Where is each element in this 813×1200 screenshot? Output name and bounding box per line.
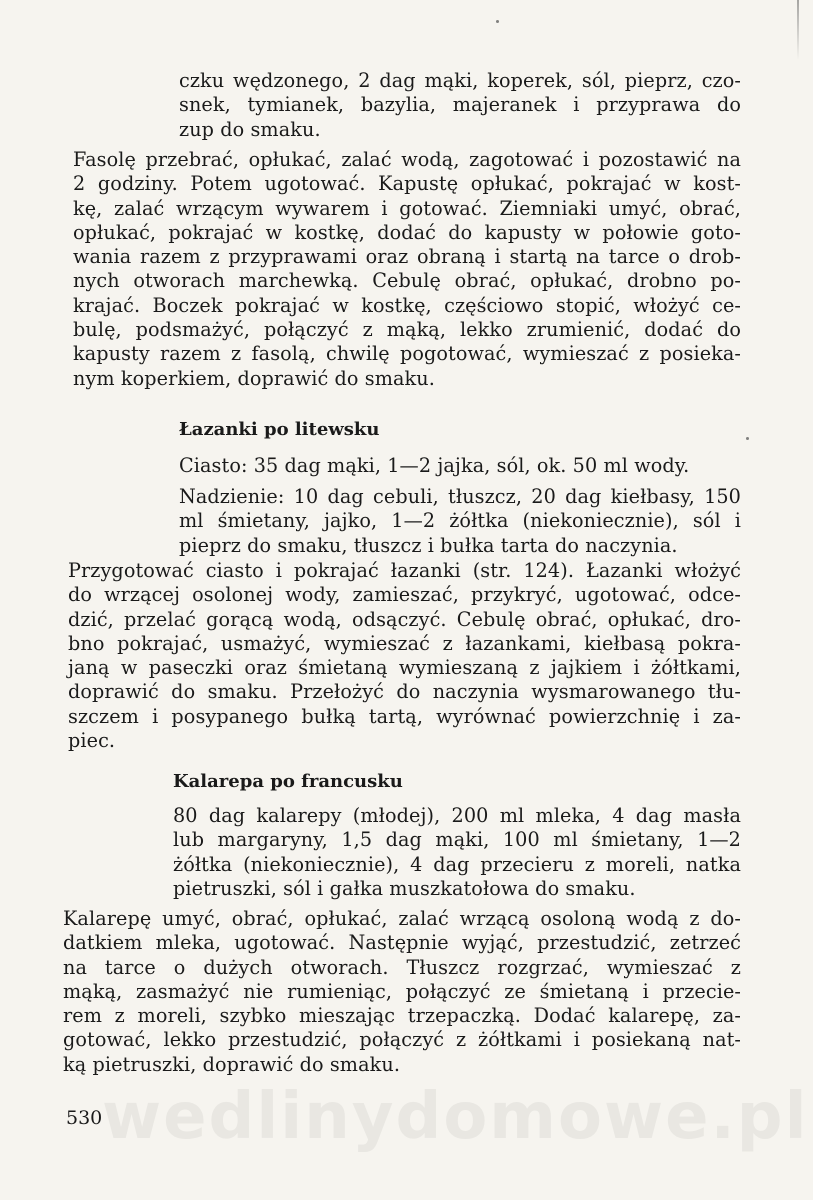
text-line: bulę, podsmażyć, połączyć z mąką, lekko zrumienić, dodać do [73,318,741,342]
text-line: Kalarepę umyć, obrać, opłukać, zalać wrzącą osoloną wodą z do- [63,907,741,930]
text-line: Ciasto: 35 dag mąki, 1—2 jajka, sól, ok. 50 ml wody. [179,454,690,477]
text-line: na tarce o dużych otworach. Tłuszcz rozgrzać, wymieszać z [63,955,741,979]
text-line: piec. [68,729,116,753]
recipe2-method [63,907,741,1077]
text-line: Fasolę przebrać, opłukać, zalać wodą, zagotować i pozostawić na [73,148,741,171]
text-line: pieprz do smaku, tłuszcz i bułka tarta do naczynia. [179,533,678,557]
text-line: lub margaryny, 1,5 dag mąki, 100 ml śmietany, 1—2 [173,828,741,852]
recipe1-filling [179,485,741,558]
text-line: kę, zalać wrzącym wywarem i gotować. Ziemniaki umyć, obrać, [73,196,741,220]
text-line: doprawić do smaku. Przełożyć do naczynia wysmarowanego tłu- [68,680,741,704]
paper-speck [746,437,749,440]
text-line: żółtka (niekoniecznie), 4 dag przecieru z moreli, natka [173,852,741,876]
recipe-title: Kalarepa po francusku [173,771,403,792]
text-line: zup do smaku. [179,117,321,141]
text-line: bno pokrajać, usmażyć, wymieszać z łazankami, kiełbasą pokra- [68,631,741,655]
watermark: wedlinydomowe.pl [102,1080,809,1154]
text-line: Przygotować ciasto i pokrajać łazanki (str. 124). Łazanki włożyć [68,559,741,582]
page-number: 530 [66,1107,103,1129]
text-line: nym koperkiem, doprawić do smaku. [73,366,435,390]
text-line: do wrzącej osolonej wody, zamieszać, przykryć, ugotować, odce- [68,583,741,607]
text-line: rem z moreli, szybko mieszając trzepaczką. Dodać kalarepę, za- [63,1004,741,1028]
text-line: janą w paseczki oraz śmietaną wymieszaną z jajkiem i żółtkami, [68,656,741,680]
text-line: wania razem z przyprawami oraz obraną i startą na tarce o drob- [73,245,741,269]
text-line: ką pietruszki, doprawić do smaku. [63,1052,401,1076]
text-line: 2 godziny. Potem ugotować. Kapustę opłukać, pokrajać w kost- [73,172,741,196]
text-line: 80 dag kalarepy (młodej), 200 ml mleka, 4 dag masła [173,804,741,827]
page-edge-mark [797,0,799,60]
text-line: dzić, przelać gorącą wodą, odsączyć. Cebulę obrać, opłukać, dro- [68,607,741,631]
recipe1-dough [179,454,741,478]
text-line: datkiem mleka, ugotować. Następnie wyjąć, przestudzić, zetrzeć [63,931,741,955]
text-line: opłukać, pokrajać w kostkę, dodać do kapusty w połowie goto- [73,220,741,244]
text-line: Nadzienie: 10 dag cebuli, tłuszcz, 20 dag kiełbasy, 150 [179,485,741,508]
text-line: pietruszki, sól i gałka muszkatołowa do smaku. [173,876,636,900]
paper-speck [496,20,499,23]
text-line: nych otworach marchewką. Cebulę obrać, opłukać, drobno po- [73,269,741,293]
recipe2-ingredients [173,804,741,901]
intro-ingredients [179,69,741,142]
text-line: mąką, zasmażyć nie rumieniąc, połączyć ze śmietaną i przecie- [63,979,741,1003]
text-line: czku wędzonego, 2 dag mąki, koperek, sól, pieprz, czo- [179,69,741,92]
intro-method [73,148,741,391]
text-line: kapusty razem z fasolą, chwilę pogotować, wymieszać z posieka- [73,342,741,366]
recipe1-method [68,559,741,753]
text-line: snek, tymianek, bazylia, majeranek i przyprawa do [179,93,741,117]
text-line: krajać. Boczek pokrajać w kostkę, częściowo stopić, włożyć ce- [73,293,741,317]
text-line: ml śmietany, jajko, 1—2 żółtka (niekoniecznie), sól i [179,509,741,533]
text-line: szczem i posypanego bułką tartą, wyrównać powierzchnię i za- [68,704,741,728]
text-line: gotować, lekko przestudzić, połączyć z żółtkami i posiekaną nat- [63,1028,741,1052]
recipe-title: Łazanki po litewsku [179,419,380,440]
